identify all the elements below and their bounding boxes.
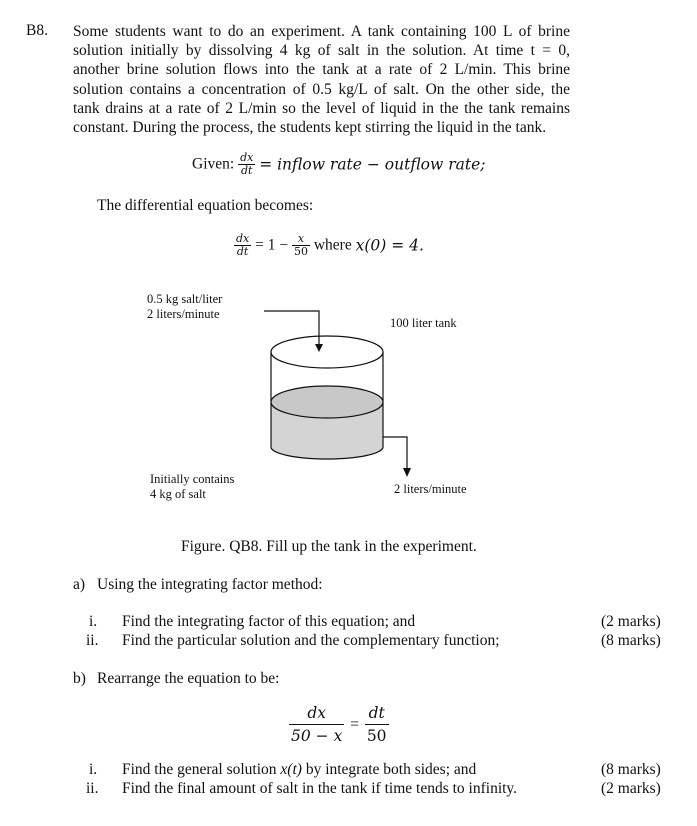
tank-label: 100 liter tank (390, 316, 457, 330)
part-a-label: a) (73, 576, 86, 593)
sep-lhs-fraction (289, 704, 344, 745)
given-frac-den: dt (240, 164, 253, 177)
given-rhs: = inflow rate − outflow rate; (259, 155, 486, 174)
de-rhs-den: 50 (293, 245, 308, 258)
de-where: where (313, 236, 352, 254)
de-equals-one-minus: = 1 − (255, 236, 289, 254)
part-b-i-pre: Find the general solution (122, 761, 281, 778)
part-a-ii-marks: (8 marks) (601, 632, 661, 649)
given-frac-num: dx (240, 151, 254, 164)
de-lhs-num: dx (236, 232, 250, 245)
sep-rhs-fraction (365, 704, 389, 745)
inflow-pipe (264, 311, 319, 346)
de-lhs-den: dt (236, 245, 249, 258)
outflow-arrow-icon (403, 468, 411, 477)
part-a-text: Using the integrating factor method: (97, 576, 323, 593)
intro-line: solution contains a concentration of 0.5 kg/L of salt. On the other side, the (73, 80, 570, 98)
part-b-text: Rearrange the equation to be: (97, 670, 280, 687)
part-b-i-num: i. (89, 761, 98, 778)
initial-line-1: Initially contains (150, 472, 235, 486)
part-b-i-text (122, 761, 476, 779)
sep-lhs-num: dx (289, 704, 344, 725)
part-b-label: b) (73, 670, 86, 687)
part-a-ii-text: Find the particular solution and the complementary function; (122, 632, 500, 649)
part-b-ii-marks: (2 marks) (601, 780, 661, 797)
intro-line: constant. During the process, the students kept stirring the liquid in the tank. (73, 119, 547, 137)
part-b-ii-num: ii. (86, 780, 99, 797)
de-rhs-num: x (292, 233, 310, 246)
part-b-ii-text: Find the final amount of salt in the tank if time tends to infinity. (122, 780, 518, 797)
part-b-i-post: by integrate both sides; and (301, 761, 477, 778)
de-initial-condition: x(0) = 4. (355, 236, 424, 255)
part-a-i-marks: (2 marks) (601, 613, 661, 630)
inflow-concentration: 0.5 kg salt/liter (147, 292, 223, 306)
part-b-i-var: x(t) (280, 761, 302, 778)
inflow-arrow-icon (315, 344, 323, 352)
intro-line: Some students want to do an experiment. A tank containing 100 L of brine (73, 23, 570, 40)
intro-line: solution initially by dissolving 4 kg of salt in the solution. At time t = 0, (73, 42, 570, 60)
inflow-rate: 2 liters/minute (147, 307, 220, 321)
intro-line: another brine solution flows into the tank at a rate of 2 L/min. This brine (73, 61, 570, 79)
outflow-pipe (383, 437, 407, 470)
sep-rhs-num: dt (365, 704, 389, 725)
separated-equation (289, 704, 389, 745)
question-number: B8. (26, 22, 48, 39)
intro-line: tank drains at a rate of 2 L/min so the level of liquid in the the tank remains (73, 99, 570, 117)
part-b-i-marks: (8 marks) (601, 761, 661, 778)
de-intro: The differential equation becomes: (97, 197, 314, 214)
sep-equals: = (350, 715, 359, 733)
liquid-surface (271, 386, 383, 418)
sep-rhs-den: 50 (366, 727, 387, 745)
outflow-label: 2 liters/minute (394, 482, 467, 496)
part-a-i-num: i. (89, 613, 98, 630)
initial-line-2: 4 kg of salt (150, 487, 206, 501)
given-label: Given: (192, 155, 235, 173)
tank-top-rim (271, 336, 383, 368)
figure-caption: Figure. QB8. Fill up the tank in the experiment. (181, 538, 477, 555)
sep-lhs-den: 50 − x (291, 727, 343, 745)
part-a-i-text: Find the integrating factor of this equation; and (122, 613, 416, 630)
part-a-ii-num: ii. (86, 632, 99, 649)
